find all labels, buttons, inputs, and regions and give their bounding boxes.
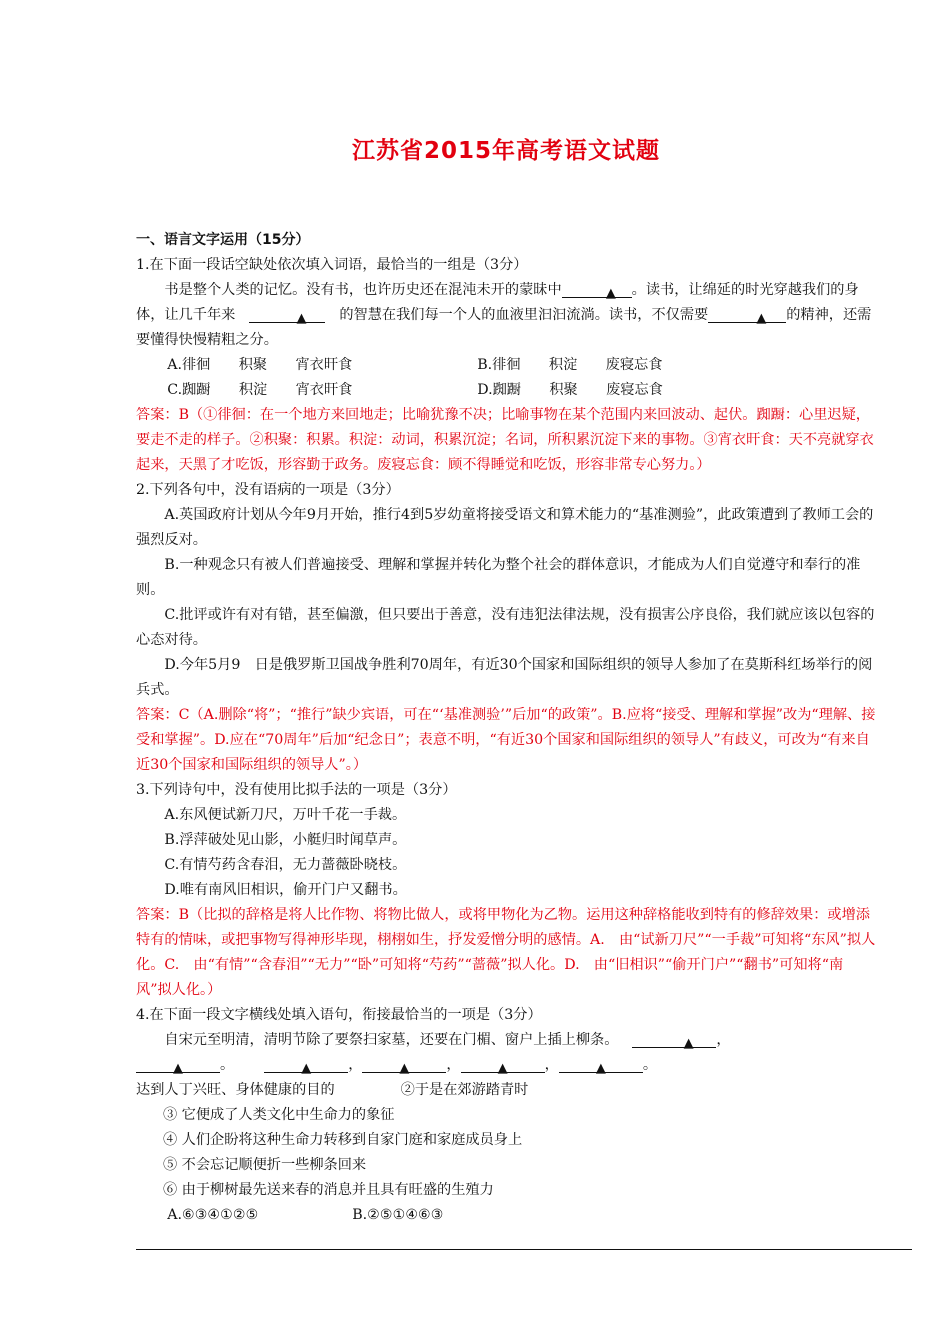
- page-title: 江苏省2015年高考语文试题: [351, 138, 660, 164]
- blank-8: [461, 1056, 545, 1073]
- question-3-option-c: C.有情芍药含春泪，无力蔷薇卧晓枝。: [164, 857, 407, 873]
- question-3-option-b: B.浮萍破处见山影，小艇归时闻草声。: [164, 832, 407, 848]
- question-3-option-a: A.东风便试新刀尺，万叶千花一手裁。: [164, 807, 407, 823]
- question-4-blanks: ▲。▲ ，▲ ，▲ ，▲ 。: [136, 1053, 876, 1078]
- question-2-stem: 2.下列各句中，没有语病的一项是（3分）: [136, 482, 400, 498]
- question-2-option-b: B.一种观念只有被人们普遍接受、理解和掌握并转化为整个社会的群体意识，才能成为人们自觉遵守和奉行的准则。: [136, 557, 861, 598]
- question-1-options-row1: [136, 353, 876, 378]
- question-4-stem: 4.在下面一段文字横线处填入语句，衔接最恰当的一项是（3分）: [136, 1007, 542, 1023]
- question-1-passage: 书是整个人类的记忆。没有书，也许历史还在混沌未开的蒙昧中▲ 。读书，让绵延的时光穿越我们的身体，让几千年来▲ 的智慧在我们每一个人的血液里汩汩流淌。读书，不仅需要▲ 的精神，还需要懂得快慢精粗之分。: [136, 278, 876, 353]
- item-4: ④ 人们企盼将这种生命力转移到自家门庭和家庭成员身上: [162, 1132, 523, 1148]
- item-1: 达到人丁兴旺、身体健康的目的: [136, 1082, 335, 1098]
- blank-4: [632, 1031, 716, 1048]
- question-3-option-d: D.唯有南风旧相识，偷开门户又翻书。: [164, 882, 407, 898]
- option-b: B.徘徊 积淀 废寝忘食: [477, 357, 663, 373]
- blank-9: [559, 1056, 643, 1073]
- option-d: D.踟蹰 积聚 废寝忘食: [477, 382, 663, 398]
- footer-divider: [136, 1249, 912, 1250]
- blank-6: [264, 1056, 348, 1073]
- item-2: ②于是在郊游踏青时: [400, 1082, 529, 1098]
- question-2-answer: 答案：C（A.删除“将”；“推行”缺少宾语，可在“‘基准测验’”后加“的政策”。B.应将“接受、理解和掌握”改为“理解、接受和掌握”。D.应在“70周年”后加“纪念日”；表意不明，“有近30个国家和国际组织的领导人”有歧义，可改为“有来自近30个国家和国际组织的领导人”。）: [136, 707, 876, 773]
- question-1-answer: 答案：B（①徘徊：在一个地方来回地走；比喻犹豫不决；比喻事物在某个范围内来回波动、起伏。踟蹰：心里迟疑，要走不走的样子。②积聚：积累。积淀：动词，积累沉淀；名词，所积累沉淀下来的事物。③宵衣旰食：天不亮就穿衣起来，天黑了才吃饭，形容勤于政务。废寝忘食：顾不得睡觉和吃饭，形容非常专心努力。）: [136, 407, 874, 473]
- blank-2: [249, 306, 325, 323]
- option-c: C.踟蹰 积淀 宵衣旰食: [167, 382, 353, 398]
- question-4-passage: 自宋元至明清，清明节除了要祭扫家墓，还要在门楣、窗户上插上柳条。▲ ，: [136, 1028, 876, 1053]
- question-2-option-c: C.批评或许有对有错，甚至偏激，但只要出于善意，没有违犯法律法规，没有损害公序良俗，我们就应该以包容的心态对待。: [136, 607, 875, 648]
- question-3-answer: 答案：B（比拟的辞格是将人比作物、将物比做人，或将甲物化为乙物。运用这种辞格能收到特有的修辞效果：或增添特有的情味，或把事物写得神形毕现，栩栩如生，抒发爱憎分明的感情。A. 由“试新刀尺”“一手裁”可知将“东风”拟人化。C. 由“有情”“含春泪”“无力”“卧”可知将“芍药”“蔷薇”拟人化。D. 由“旧相识”“偷开门户”“翻书”可知将“南风”拟人化。）: [136, 907, 876, 998]
- item-3: ③ 它便成了人类文化中生命力的象征: [162, 1107, 395, 1123]
- question-4-options: [136, 1203, 876, 1228]
- question-1-options-row2: [136, 378, 876, 403]
- item-6: ⑥ 由于柳树最先送来春的消息并且具有旺盛的生殖力: [162, 1182, 494, 1198]
- blank-5: [136, 1056, 220, 1073]
- blank-1: [562, 281, 632, 298]
- question-1-stem: 1.在下面一段话空缺处依次填入词语，最恰当的一组是（3分）: [136, 257, 528, 273]
- item-5: ⑤ 不会忘记顺便折一些柳条回来: [162, 1157, 367, 1173]
- option-a: A.徘徊 积聚 宵衣旰食: [167, 357, 353, 373]
- section-heading: 一、语言文字运用（15分）: [136, 232, 310, 248]
- question-2-option-d: D.今年5月9 日是俄罗斯卫国战争胜利70周年，有近30个国家和国际组织的领导人参加了在莫斯科红场举行的阅兵式。: [136, 657, 873, 698]
- question-3-stem: 3.下列诗句中，没有使用比拟手法的一项是（3分）: [136, 782, 457, 798]
- question-4-items-row1: [136, 1078, 876, 1103]
- option-a: A.⑥③④①②⑤: [167, 1207, 259, 1223]
- blank-3: [708, 306, 786, 323]
- question-2-option-a: A.英国政府计划从今年9月开始，推行4到5岁幼童将接受语文和算术能力的“基准测验”，此政策遭到了教师工会的强烈反对。: [136, 507, 874, 548]
- blank-7: [362, 1056, 446, 1073]
- option-b: B.②⑤①④⑥③: [352, 1207, 444, 1223]
- document-body: [136, 228, 876, 1228]
